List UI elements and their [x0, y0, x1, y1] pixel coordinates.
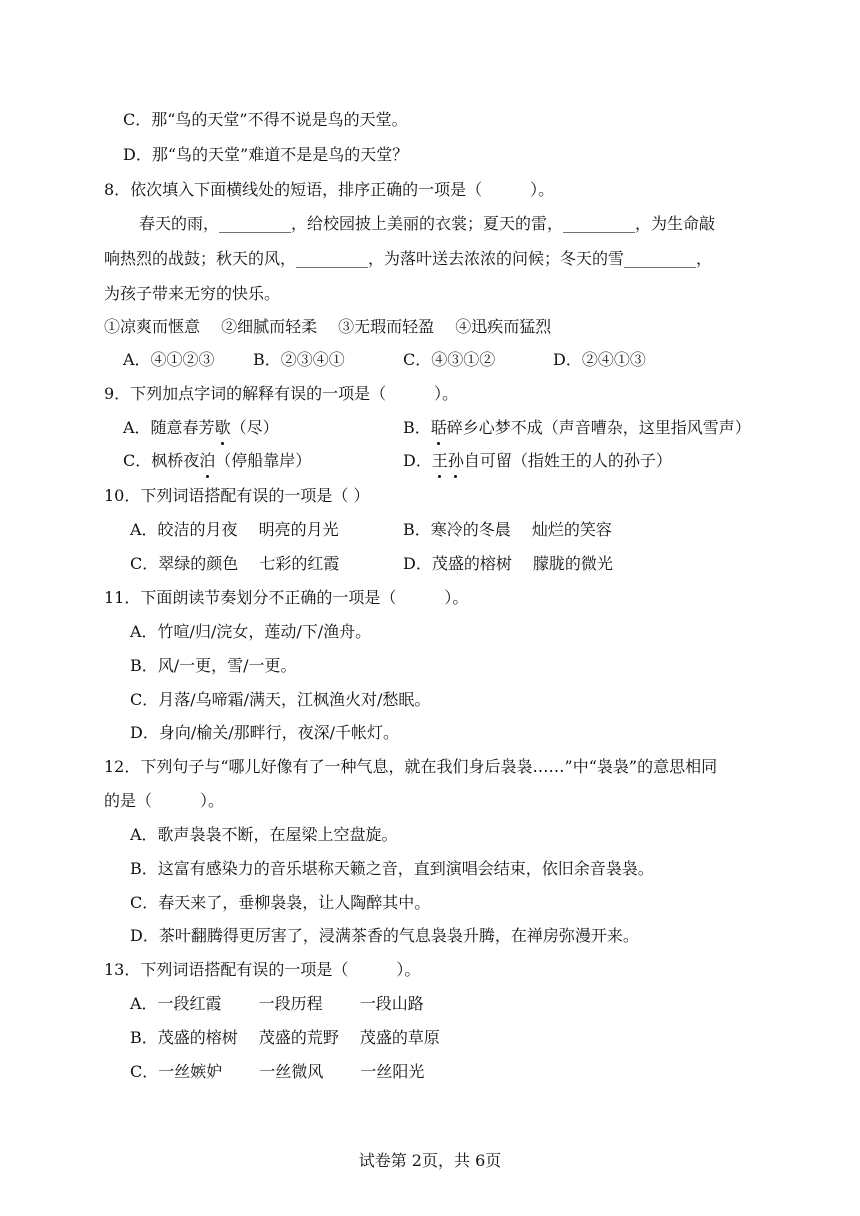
q9-d-label: D．: [403, 451, 432, 470]
q10-option-c: C．翠绿的颜色 七彩的红霞: [130, 554, 340, 573]
q9-d-text: 自可留（指姓王的人的孙子）: [463, 451, 672, 470]
q9-a-text: A．随意春芳: [123, 418, 215, 437]
q8-option-a: A．④①②③: [123, 350, 215, 369]
q8-stem: 8．依次填入下面横线处的短语，排序正确的一项是（ ）。: [104, 180, 555, 199]
q12-option-c: C．春天来了，垂柳袅袅，让人陶醉其中。: [130, 893, 431, 912]
q8-phrase-list: ①凉爽而惬意 ②细腻而轻柔 ③无瑕而轻盈 ④迅疾而猛烈: [104, 317, 552, 336]
q7-option-d: D．那“鸟的天堂”难道不是是鸟的天堂？: [123, 145, 409, 164]
q9-option-a: [123, 418, 279, 438]
q10-option-b: B．寒冷的冬晨 灿烂的笑容: [403, 520, 612, 539]
dotted-char: 歇: [214, 418, 231, 437]
q9-stem: 9．下列加点字词的解释有误的一项是（ ）。: [104, 384, 459, 403]
q13-option-b: B．茂盛的榕树 茂盛的荒野 茂盛的草原: [130, 1028, 440, 1047]
q13-option-a: A．一段红霞 一段历程 一段山路: [130, 994, 424, 1013]
dotted-char: 王: [431, 451, 448, 470]
dotted-char: 孙: [447, 451, 464, 470]
q9-c-gloss: （停船靠岸）: [215, 451, 312, 470]
q12-option-b: B．这富有感染力的音乐堪称天籁之音，直到演唱会结束，依旧余音袅袅。: [130, 859, 654, 878]
q9-option-c: [123, 451, 311, 471]
page-footer: 试卷第 2页，共 6页: [358, 1151, 502, 1170]
q10-stem: 10．下列词语搭配有误的一项是（ ）: [104, 486, 370, 505]
q8-option-d: D．②④①③: [553, 350, 646, 369]
q8-passage-line3: 为孩子带来无穷的快乐。: [104, 284, 281, 303]
q12-option-d: D．茶叶翻腾得更厉害了，浸满茶香的气息袅袅升腾，在禅房弥漫开来。: [130, 926, 639, 945]
q11-option-b: B．风/一更，雪/一更。: [130, 656, 297, 675]
dotted-char: 泊: [199, 451, 216, 470]
q8-passage-line2: 响热烈的战鼓；秋天的风，_________，为落叶送去浓浓的问候；冬天的雪_________，: [104, 249, 713, 268]
q9-option-b: [403, 418, 751, 438]
q12-stem-line2: 的是（ ）。: [104, 791, 225, 810]
q9-b-text: 碎乡心梦不成（声音嘈杂，这里指风雪声）: [446, 418, 751, 437]
q8-option-b: B．②③④①: [253, 350, 345, 369]
q11-option-a: A．竹喧/归/浣女，莲动/下/渔舟。: [130, 622, 372, 641]
q12-option-a: A．歌声袅袅不断，在屋梁上空盘旋。: [130, 825, 398, 844]
q11-stem: 11．下面朗读节奏划分不正确的一项是（ ）。: [104, 588, 469, 607]
q10-option-a: A．皎洁的月夜 明亮的月光: [130, 520, 339, 539]
dotted-char: 聒: [430, 418, 447, 437]
q11-option-d: D．身向/榆关/那畔行，夜深/千帐灯。: [130, 723, 400, 742]
q9-option-d: [403, 451, 672, 471]
q13-option-c: C．一丝嫉妒 一丝微风 一丝阳光: [130, 1062, 425, 1081]
q8-option-c: C．④③①②: [403, 350, 496, 369]
q13-stem: 13．下列词语搭配有误的一项是（ ）。: [104, 960, 421, 979]
q10-option-d: D．茂盛的榕树 朦胧的微光: [403, 554, 613, 573]
q9-c-text: C．枫桥夜: [123, 451, 200, 470]
q8-passage-line1: 春天的雨，_________，给校园披上美丽的衣裳；夏天的雷，_________，为生命敲: [139, 214, 716, 233]
q9-b-label: B．: [403, 418, 431, 437]
q7-option-c: C．那“鸟的天堂”不得不说是鸟的天堂。: [123, 110, 408, 129]
q9-a-gloss: （尽）: [230, 418, 279, 437]
q12-stem-line1: 12．下列句子与“哪儿好像有了一种气息，就在我们身后袅袅……”中“袅袅”的意思相同: [104, 757, 718, 776]
q11-option-c: C．月落/乌啼霜/满天，江枫渔火对/愁眠。: [130, 690, 431, 709]
